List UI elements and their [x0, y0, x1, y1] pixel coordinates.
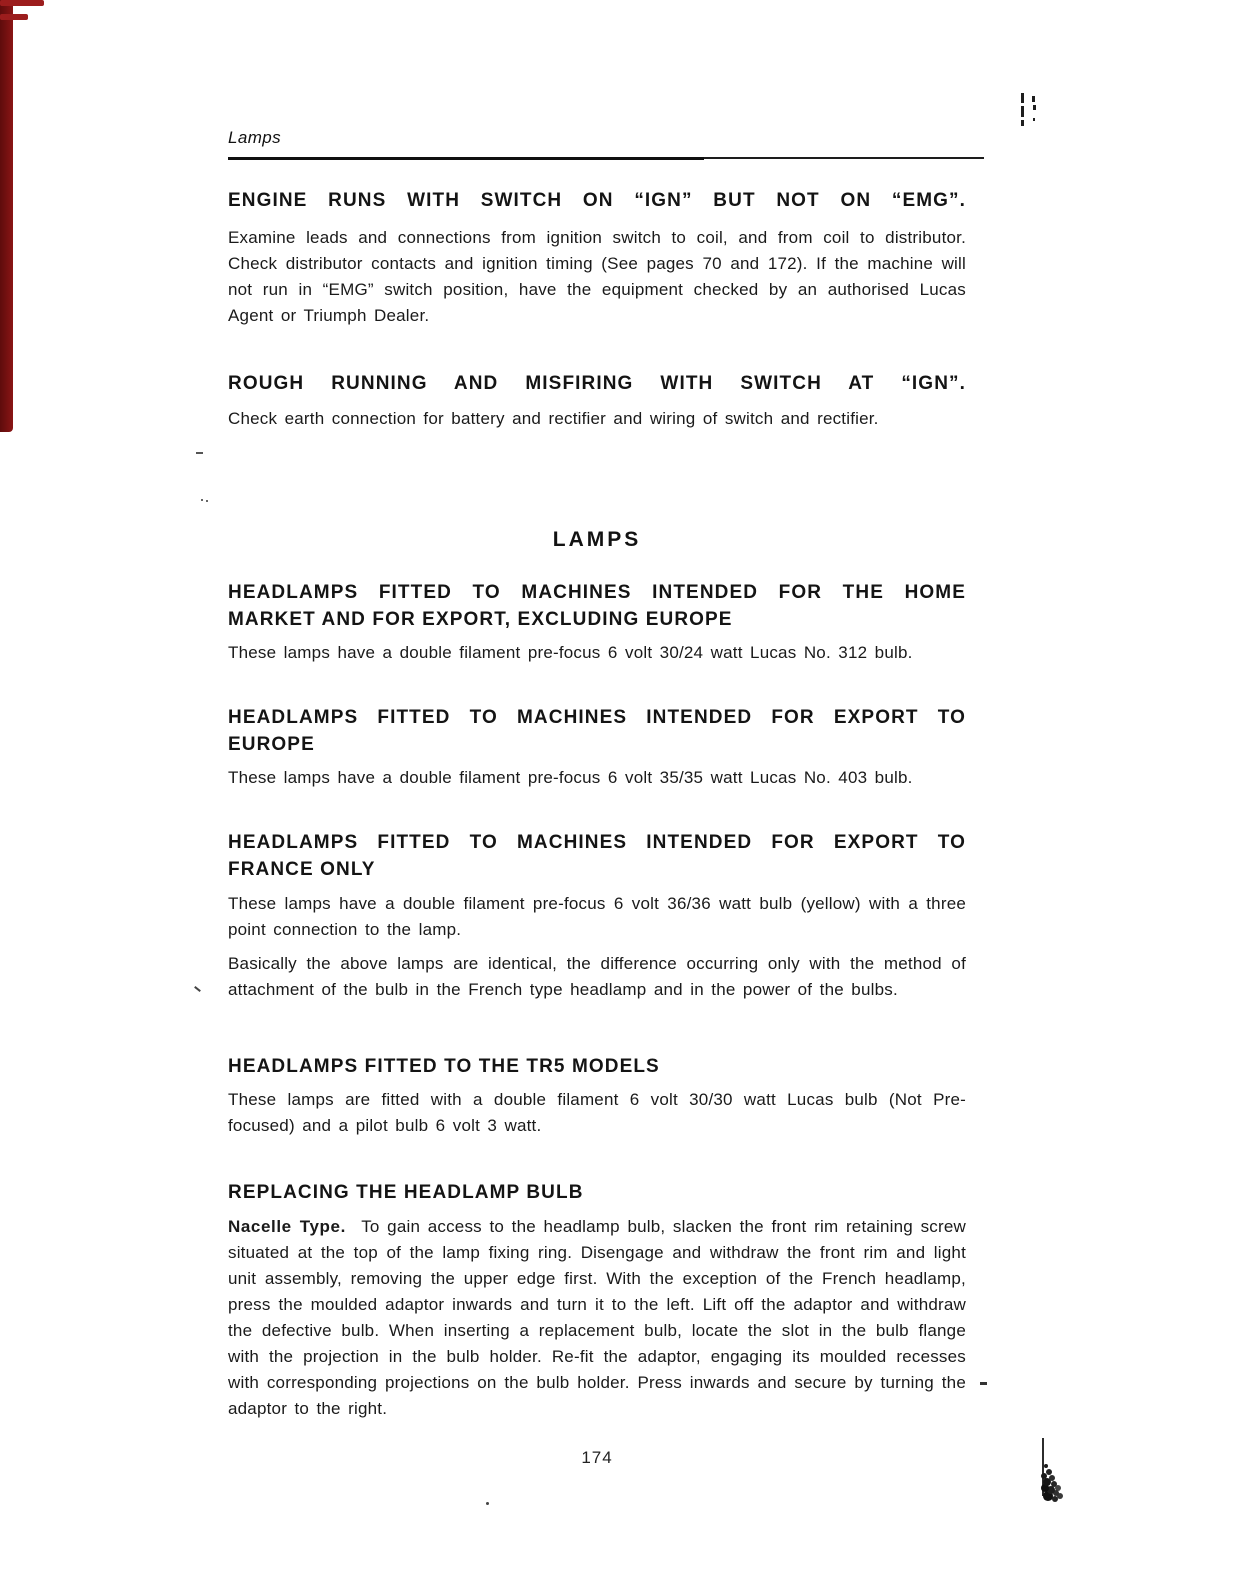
- scan-speck: [486, 1502, 489, 1505]
- section-heading-tr5-models: HEADLAMPS FITTED TO THE TR5 MODELS: [228, 1056, 660, 1077]
- margin-mark: [196, 452, 203, 454]
- text-column: [228, 0, 966, 1422]
- fault-heading-rough-running: ROUGH RUNNING AND MISFIRING WITH SWITCH AT “IGN”.: [228, 373, 966, 394]
- section-heading-export-france: HEADLAMPS FITTED TO MACHINES INTENDED FOR EXPORT TO FRANCE ONLY: [228, 832, 966, 880]
- replacing-paragraph: [228, 1214, 966, 1422]
- section-heading-home-market: HEADLAMPS FITTED TO MACHINES INTENDED FOR THE HOME MARKET AND FOR EXPORT, EXCLUDING EUROPE: [228, 582, 966, 630]
- page-number: 174: [581, 1448, 613, 1467]
- section-paragraph: These lamps are fitted with a double filament 6 volt 30/30 watt Lucas bulb (Not Pre-focused) and a pilot bulb 6 volt 3 watt.: [228, 1090, 966, 1135]
- margin-mark: [194, 986, 201, 992]
- ink-blot: [1042, 1438, 1066, 1502]
- fault-body: Examine leads and connections from ignition switch to coil, and from coil to distributor. Check distributor contacts and ignition timing (See pages 70 and 172). If the machine will not run in “EMG” switch position, have the equipment checked by an authorised Lucas Agent or Triumph Dealer.: [228, 228, 966, 325]
- scan-speck: [980, 1382, 987, 1385]
- running-header: Lamps: [228, 128, 282, 147]
- section-paragraph: These lamps have a double filament pre-focus 6 volt 35/35 watt Lucas No. 403 bulb.: [228, 768, 913, 787]
- red-pen-mark: [0, 0, 44, 6]
- section-paragraph: These lamps have a double filament pre-focus 6 volt 30/24 watt Lucas No. 312 bulb.: [228, 643, 913, 662]
- section-paragraph: These lamps have a double filament pre-focus 6 volt 36/36 watt bulb (yellow) with a three point connection to the lamp.: [228, 894, 966, 939]
- margin-mark: [201, 499, 203, 501]
- nacelle-type-lead: Nacelle Type.: [228, 1217, 346, 1236]
- section-paragraph: Basically the above lamps are identical, the difference occurring only with the method of attachment of the bulb in the French type headlamp and in the power of the bulbs.: [228, 954, 966, 999]
- section-heading-export-europe: HEADLAMPS FITTED TO MACHINES INTENDED FOR EXPORT TO EUROPE: [228, 707, 966, 755]
- fault-body: Check earth connection for battery and rectifier and wiring of switch and rectifier.: [228, 409, 879, 428]
- section-heading-replacing-bulb: REPLACING THE HEADLAMP BULB: [228, 1182, 584, 1203]
- red-pen-mark: [0, 14, 28, 20]
- fault-heading-engine-runs: ENGINE RUNS WITH SWITCH ON “IGN” BUT NOT ON “EMG”.: [228, 190, 966, 211]
- header-rule: [228, 157, 984, 161]
- scan-mark: [1021, 93, 1041, 127]
- red-binding-strip: [0, 0, 13, 432]
- page-title: LAMPS: [552, 528, 642, 551]
- nacelle-type-body: To gain access to the headlamp bulb, slacken the front rim retaining screw situated at the top of the lamp fixing ring. Disengage and withdraw the front rim and light unit assembly, removing the upper edge first. With the exception of the French headlamp, press the moulded adaptor inwards and turn it to the left. Lift off the adaptor and withdraw the defective bulb. When inserting a replacement bulb, locate the slot in the bulb flange with the projection in the bulb holder. Re-fit the adaptor, engaging its moulded recesses with corresponding projections on the bulb holder. Press inwards and secure by turning the adaptor to the right.: [228, 1217, 966, 1418]
